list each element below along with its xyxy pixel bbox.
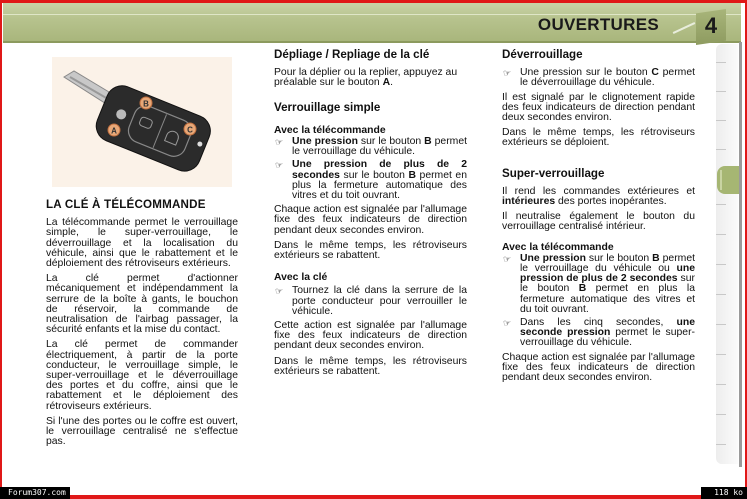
button-ref: B (408, 169, 416, 181)
column-key-remote (46, 200, 238, 452)
text: permet en plus la fermeture automatique des vitres et du toit ouvrant. (520, 283, 695, 315)
sidebar-tick (716, 234, 726, 235)
sidebar-tick (716, 149, 726, 150)
text-bold: Une pression de plus de 2 secondes (292, 159, 467, 181)
text-bold: Une pression (520, 252, 586, 264)
footer-site-label: Forum307.com (0, 487, 70, 499)
pointing-hand-icon: ☞ (275, 286, 284, 297)
bullet-list (274, 137, 467, 201)
paragraph: La clé permet de commander électriquement, à partir de la porte conducteur, le verrouillage simple, le super-verrouillage et le déverrouillage des portes et du coffre, ainsi que le rabattement et le déploiement des rétroviseurs extérieurs. (46, 339, 238, 412)
pointing-hand-icon: ☞ (275, 160, 284, 171)
chapter-number: 4 (704, 13, 718, 38)
text: sur le bouton (339, 169, 409, 181)
pointing-hand-icon: ☞ (503, 68, 512, 79)
text: sur le bouton (585, 252, 653, 264)
text: permet le super-verrouillage du véhicule. (520, 327, 695, 349)
label-b-text: B (143, 99, 149, 109)
paragraph: Dans le même temps, les rétroviseurs extérieurs se déploient. (502, 127, 695, 149)
paragraph: Si l'une des portes ou le coffre est ouvert, le verrouillage centralisé ne s'effectue pas. (46, 415, 238, 448)
button-ref: B (578, 283, 587, 295)
footer-file-size: 118 ko (701, 487, 747, 499)
label-a-text: A (111, 126, 117, 136)
text: . (390, 77, 394, 89)
text: Une pression sur le bouton (520, 67, 652, 79)
label-a (108, 124, 120, 136)
text: Tournez la clé dans la serrure de la porte conducteur pour verrouiller le véhicule. (292, 285, 467, 317)
text-bold: intérieures (502, 196, 556, 208)
bullet-list (502, 254, 695, 349)
paragraph: Cette action est signalée par l'allumage fixe des feux indicateurs de direction pendant deux secondes environ. (274, 320, 467, 352)
sidebar-tick (716, 91, 726, 92)
section-title-key-remote: LA CLÉ À TÉLÉCOMMANDE (46, 198, 206, 211)
label-b (140, 97, 152, 109)
paragraph: Dans le même temps, les rétroviseurs extérieurs se rabattent. (274, 355, 467, 377)
sidebar-tick (716, 414, 726, 415)
column-simple-locking (274, 50, 467, 382)
section-title-simple-locking: Verrouillage simple (274, 100, 381, 114)
subheading-remote: Avec la télécommande (502, 241, 614, 253)
text: des portes inopérantes. (555, 196, 667, 208)
button-ref: B (652, 252, 660, 264)
subheading-remote: Avec la télécommande (274, 124, 386, 136)
paragraph: La clé permet d'actionner mécaniquement et indépendamment la serrure de la boîte à gants, le bouchon de réservoir, la commande de neutralisation de l'airbag passager, la sécurité enfants et la mise du contact. (46, 273, 238, 336)
paragraph: Chaque action est signalée par l'allumage fixe des feux indicateurs de direction pendant deux secondes environ. (502, 351, 695, 384)
sidebar-tick (716, 120, 726, 121)
chapter-title: OUVERTURES (537, 15, 659, 34)
sidebar-tick (716, 264, 726, 265)
text: sur le bouton (520, 273, 695, 295)
list-item (274, 286, 467, 317)
label-c (184, 123, 196, 135)
text: permet le verrouillage du véhicule ou (520, 252, 695, 275)
sidebar-tick (716, 444, 726, 445)
paragraph: Chaque action est signalée par l'allumage fixe des feux indicateurs de direction pendant deux secondes environ. (274, 204, 467, 236)
sidebar-tick (716, 294, 726, 295)
text-bold: une pression de plus de 2 secondes (520, 263, 695, 285)
bullet-list (274, 286, 467, 317)
sidebar-tick (716, 384, 726, 385)
paragraph: Dans le même temps, les rétroviseurs extérieurs se rabattent. (274, 239, 467, 262)
sidebar-tick (716, 354, 726, 355)
section-title-unlocking: Déverrouillage (502, 48, 583, 61)
sidebar-tick (716, 62, 726, 63)
section-title-super-locking: Super-verrouillage (502, 166, 605, 180)
text: sur le bouton (357, 136, 425, 148)
paragraph: Il neutralise également le bouton du verrouillage centralisé intérieur. (502, 211, 695, 233)
footer-red-bar (70, 495, 701, 499)
list-item (502, 318, 695, 349)
label-c-text: C (187, 125, 193, 135)
sidebar-chapter-tab-active[interactable] (717, 166, 739, 194)
column-unlocking (502, 50, 695, 388)
button-ref: A (382, 77, 391, 89)
text: Il rend les commandes extérieures et (502, 185, 695, 197)
text: Dans les cinq secondes, (520, 317, 677, 329)
list-item (274, 160, 467, 201)
list-item (502, 254, 695, 315)
paragraph (502, 187, 695, 207)
chapter-sidebar (716, 44, 738, 464)
paragraph (274, 68, 467, 88)
list-item (502, 68, 695, 88)
text-bold: Une pression (292, 136, 358, 148)
text: permet en plus la fermeture automatique des vitres et du toit ouvrant. (292, 169, 467, 202)
text-bold: une seconde pression (520, 317, 695, 339)
pointing-hand-icon: ☞ (503, 253, 512, 264)
key-fob-image (52, 57, 232, 187)
paragraph: La télécommande permet le verrouillage simple, le super-verrouillage, le déverrouillage et la localisation du véhicule, ainsi que le rabattement et le déploiement des rétroviseurs extérieurs. (46, 217, 238, 270)
text: permet le verrouillage du véhicule. (292, 136, 467, 158)
page-edge (739, 42, 742, 467)
bullet-list (502, 68, 695, 88)
paragraph: Il est signalé par le clignotement rapide des feux indicateurs de direction pendant deux secondes environ. (502, 91, 695, 124)
text: Pour la déplier ou la replier, appuyez au préalable sur le bouton (274, 67, 458, 89)
button-ref: C (651, 67, 659, 79)
subheading-key: Avec la clé (274, 272, 328, 284)
sidebar-tick (716, 204, 726, 205)
text: permet le déverrouillage du véhicule. (520, 67, 695, 89)
pointing-hand-icon: ☞ (503, 318, 512, 329)
sidebar-tick (716, 324, 726, 325)
page-header (3, 3, 741, 43)
button-ref: B (424, 136, 432, 148)
list-item (274, 137, 467, 157)
section-title-unfolding: Dépliage / Repliage de la clé (274, 48, 430, 61)
key-fob-illustration (52, 57, 232, 187)
pointing-hand-icon: ☞ (275, 137, 284, 148)
